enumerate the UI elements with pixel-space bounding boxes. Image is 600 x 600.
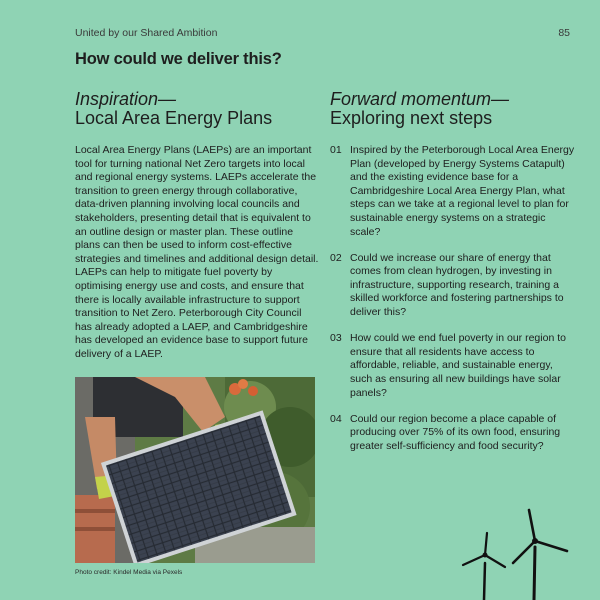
- list-item: [330, 144, 575, 239]
- list-item-text: Could we increase our share of energy that comes from clean hydrogen, by investing in infrastructure, supporting research, training a skilled workforce and fostering partnerships to deliver this?: [350, 251, 564, 319]
- list-item-text: Could our region become a place capable of producing over 75% of its own food, ensuring greater self-sufficiency and food security?: [350, 412, 561, 452]
- forward-kicker: Forward momentum—: [330, 89, 510, 109]
- forward-title: Exploring next steps: [330, 108, 493, 128]
- list-item: [330, 413, 575, 454]
- inspiration-body: Local Area Energy Plans (LAEPs) are an important tool for turning national Net Zero targets into local and regional energy systems. LAEPs accelerate the transition to green energy through collaborative, data-driven planning involving local councils and stakeholders, presenting detail that is equivalent to an outline design or master plan. These outline plans can then be used to inform cost-effective strategies and timelines and additional design detail. LAEPs can help to mitigate fuel poverty by optimising energy use and costs, and ensure that there is locally available infrastructure to support transition to Net Zero. Peterborough City Council has already adopted a LAEP, and Cambridgeshire has developed an evidence base to support future delivery of a LAEP.: [75, 144, 319, 360]
- solar-panel-illustration: [75, 377, 315, 563]
- list-item-number: 01: [330, 144, 342, 156]
- section-title: How could we deliver this?: [75, 50, 282, 68]
- list-item-number: 04: [330, 412, 342, 425]
- list-item-text: Inspired by the Peterborough Local Area Energy Plan (developed by Energy Systems Catapult) and the existing evidence base for a Cambridgeshire Local Area Energy Plan, what steps can we take at a regional level to plan for sustainable energy systems on a strategic scale?: [350, 144, 575, 238]
- inspiration-title: Local Area Energy Plans: [75, 108, 273, 128]
- list-item-number: 02: [330, 251, 342, 264]
- list-item-number: 03: [330, 332, 342, 345]
- list-item-text: How could we end fuel poverty in our region to ensure that all residents have access to affordable, reliable, and sustainable energy, such as ensuring all new buildings have solar panels?: [350, 332, 566, 399]
- solar-panel-photo: [75, 377, 315, 563]
- page-number: 85: [558, 27, 570, 39]
- inspiration-heading: [75, 90, 320, 128]
- inspiration-column: [75, 90, 320, 362]
- forward-heading: [330, 90, 575, 128]
- running-header: United by our Shared Ambition: [75, 27, 218, 39]
- wind-turbine-icon: [455, 505, 600, 600]
- next-steps-list: [330, 144, 575, 453]
- forward-column: [330, 90, 575, 466]
- photo-credit: Photo credit: Kindel Media via Pexels: [75, 569, 183, 576]
- list-item: [330, 332, 575, 400]
- list-item: [330, 252, 575, 320]
- inspiration-kicker: Inspiration—: [75, 89, 177, 109]
